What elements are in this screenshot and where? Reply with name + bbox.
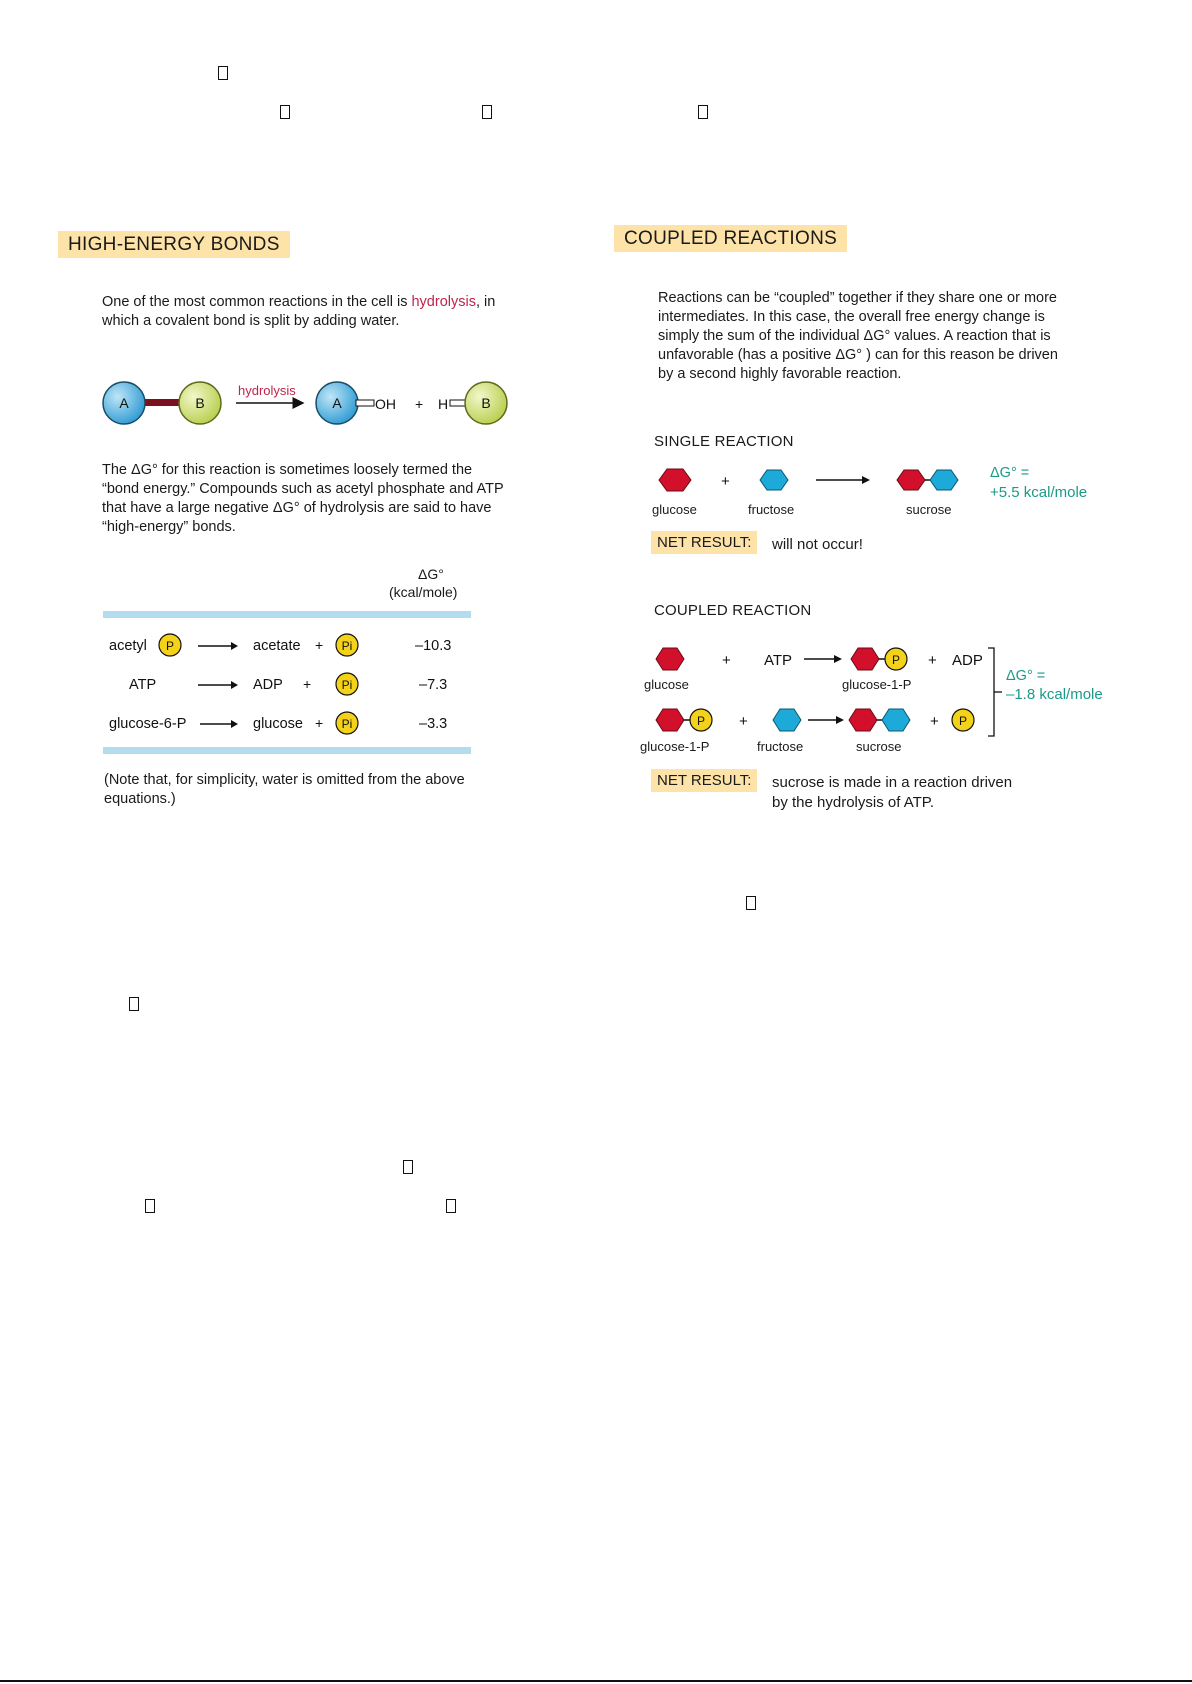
row-plus: + [315,637,324,653]
table-row [129,673,447,695]
sucrose-label: sucrose [906,502,952,517]
glucose-hexagon [656,648,684,670]
table-row [109,634,451,656]
table-bottom-rule [103,747,471,754]
pi-label: Pi [341,717,353,731]
glucose-1-p-label: glucose-1-P [640,739,710,754]
oh-bond [356,400,374,406]
coupled-reaction-title: COUPLED REACTION [654,602,812,619]
kcal-mole-header: (kcal/mole) [389,584,458,600]
missing-glyph-box [403,1160,413,1174]
row-reactant: glucose-6-P [109,716,187,732]
table-top-rule [103,611,471,618]
intro-text-1: One of the most common reactions in the cell is [102,294,412,310]
glucose-hexagon [659,469,691,491]
fructose-label: fructose [748,502,795,517]
plus-sign: + [721,473,730,490]
plus-sign: + [930,713,939,730]
sucrose-fructose-hexagon [882,709,910,731]
phosphate-label: P [958,714,968,728]
bond-energy-explanation: The ΔG° for this reaction is sometimes loosely termed the “bond energy.” Compounds such as acetyl phosphate and ATP that have a large negative ΔG° of hydrolysis are said to have “high-energy” bonds. [102,462,504,535]
coupled-delta-g-value: –1.8 kcal/mole [1006,686,1103,703]
missing-glyph-box [698,105,708,119]
phosphate-label: P [891,653,901,667]
arrow-head [231,642,238,650]
row-delta-g: –7.3 [419,677,448,693]
atp-label: ATP [764,652,793,669]
arrow-head [834,655,842,663]
sucrose-molecule [892,462,972,502]
hydrolysis-term: hydrolysis [411,294,476,310]
missing-glyph-box [218,66,228,80]
glucose-1-p-hexagon [656,709,684,731]
fructose-hexagon [760,470,788,490]
row-reactant: ATP [129,677,157,693]
arrow-head [862,476,870,484]
row-reactant: acetyl [109,638,147,654]
single-net-result-text: will not occur! [772,536,863,553]
atom-b-label: B [195,395,205,411]
phosphate-label: P [696,714,706,728]
delta-g-header: ΔG° [418,566,444,582]
hydrolysis-table [103,630,483,740]
single-delta-g-label: ΔG° = [990,465,1030,481]
intro-text-2: , in which a covalent bond is split by adding water. [102,294,496,329]
atom-b-label-product: B [481,395,491,411]
single-reaction-title: SINGLE REACTION [654,433,794,450]
oh-label: OH [375,396,396,412]
plus-sign: + [722,652,731,669]
row-plus: + [315,715,324,731]
hydrolysis-intro [102,293,502,331]
sucrose-glucose-hexagon [897,470,925,490]
sucrose-fructose-hexagon [930,470,958,490]
h-label: H [438,396,449,412]
missing-glyph-box [129,997,139,1011]
coupled-net-result-label: NET RESULT: [651,769,757,792]
single-net-result-label: NET RESULT: [651,531,757,554]
row-delta-g: –3.3 [419,716,448,732]
glucose-1-p-hexagon [851,648,879,670]
coupled-net-result-line2: by the hydrolysis of ATP. [772,794,935,811]
coupled-delta-g-label: ΔG° = [1006,668,1046,684]
missing-glyph-box [446,1199,456,1213]
arrow-head [231,720,238,728]
row-product: ADP [253,677,283,693]
coupled-intro: Reactions can be “coupled” together if they share one or more intermediates. In this case, the overall free energy change is simply the sum of the individual ΔG° values. A reaction that is unfavorable (has a positive ΔG° ) can for this reason be driven by a second highly favorable reaction. [658,290,1058,382]
high-energy-bonds-header: HIGH-ENERGY BONDS [58,231,290,258]
glucose-1-p-label: glucose-1-P [842,677,912,692]
fructose-hexagon [773,709,801,731]
missing-glyph-box [482,105,492,119]
missing-glyph-box [280,105,290,119]
pi-label: Pi [341,678,353,692]
phosphate-label: P [165,639,175,653]
coupled-reactions-header: COUPLED REACTIONS [614,225,847,252]
single-reaction-diagram [650,462,890,502]
missing-glyph-box [746,896,756,910]
page-bottom-rule [0,1680,1192,1682]
fructose-label: fructose [757,739,804,754]
single-delta-g-value: +5.5 kcal/mole [990,484,1088,501]
pi-label: Pi [341,639,353,653]
sucrose-label: sucrose [856,739,902,754]
sum-bracket [988,648,994,736]
atom-a-label: A [119,395,129,411]
simplicity-note: (Note that, for simplicity, water is omitted from the above equations.) [104,772,465,807]
hydrolysis-diagram [98,375,518,435]
plus-sign: + [415,396,424,412]
row-product: glucose [253,716,303,732]
coupled-net-result-line1: sucrose is made in a reaction driven [772,774,1013,791]
table-row [109,712,447,734]
row-delta-g: –10.3 [415,638,452,654]
sucrose-glucose-hexagon [849,709,877,731]
plus-sign: + [739,713,748,730]
hydrolysis-arrow-label: hydrolysis [238,383,296,398]
row-product: acetate [253,638,301,654]
adp-label: ADP [952,652,983,669]
plus-sign: + [928,652,937,669]
arrow-head [231,681,238,689]
row-plus: + [303,676,312,692]
atom-a-label-product: A [332,395,342,411]
missing-glyph-box [145,1199,155,1213]
glucose-label: glucose [644,677,689,692]
glucose-label: glucose [652,502,697,517]
arrow-head [836,716,844,724]
